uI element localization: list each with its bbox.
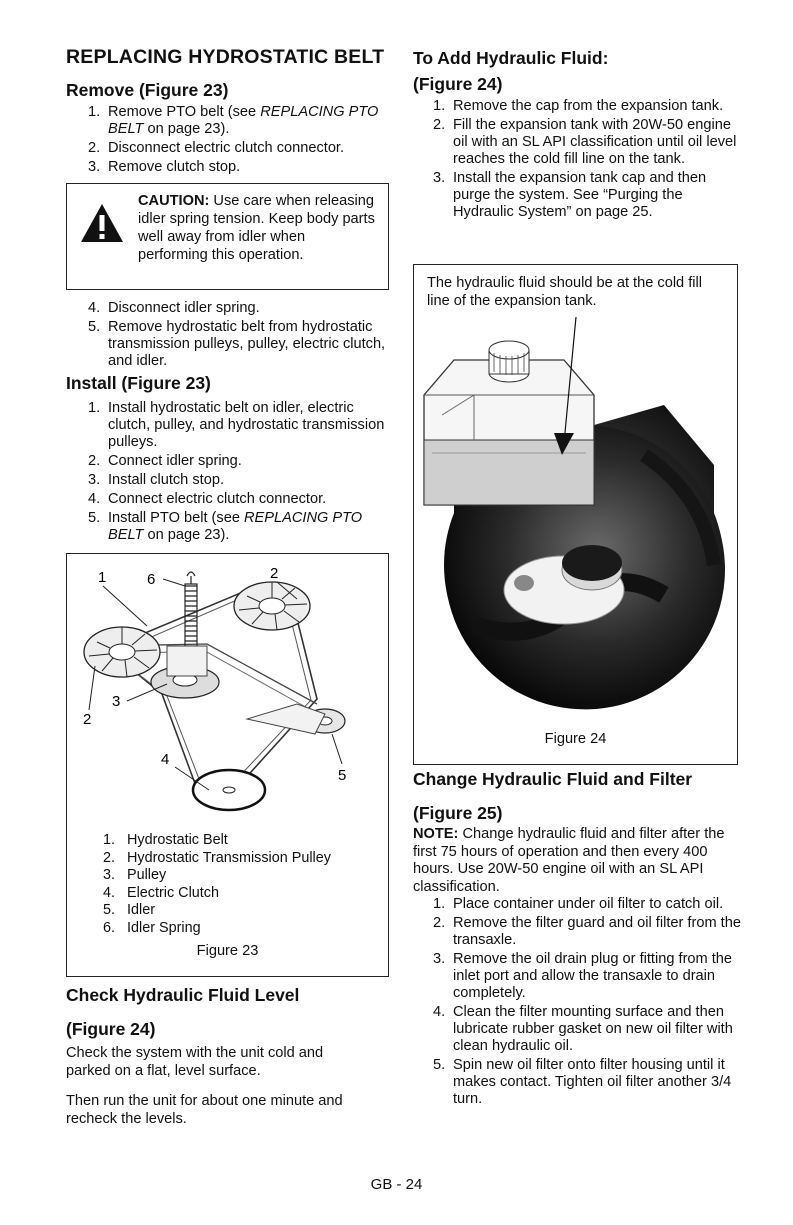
list-item: 4. Disconnect idler spring.: [88, 300, 260, 316]
list-item: 1. Install hydrostatic belt on idler, electric clutch, pulley, and hydrostatic transmission pulleys.: [88, 400, 385, 450]
center-pulley: [151, 646, 219, 698]
callout-2-top: 2: [270, 565, 279, 582]
remove-heading: Remove (Figure 23): [66, 80, 229, 100]
remove-steps-continued: [88, 300, 388, 372]
list-item: 2. Fill the expansion tank with 20W-50 engine oil with an SL API classification until oil level reaches the cold fill line on the tank.: [433, 117, 737, 167]
caution-box: [66, 183, 389, 290]
list-item: 3. Install the expansion tank cap and then purge the system. See “Purging the Hydraulic System” on page 25.: [433, 170, 707, 220]
belt-diagram: [67, 554, 388, 824]
callout-4: 4: [161, 751, 170, 768]
change-heading-figure-ref: (Figure 25): [413, 803, 503, 823]
figure-24: [413, 264, 738, 765]
electric-clutch: [193, 770, 265, 810]
legend-item: 5. Idler: [103, 902, 155, 918]
change-heading: Change Hydraulic Fluid and Filter: [413, 769, 693, 789]
figure-24-caption: Figure 24: [544, 731, 607, 747]
list-item: 2. Remove the filter guard and oil filter from the transaxle.: [433, 915, 741, 948]
list-item: 4. Clean the filter mounting surface and then lubricate rubber gasket on new oil filter with clean hydraulic oil.: [433, 1004, 733, 1054]
list-item: 2. Connect idler spring.: [88, 453, 242, 469]
list-item: 5. Spin new oil filter onto filter housing until it makes contact. Tighten oil filter another 3/4 turn.: [433, 1057, 732, 1107]
list-item: 1. Remove the cap from the expansion tank.: [433, 98, 724, 114]
list-item: 1. Remove PTO belt (see REPLACING PTO BELT on page 23).: [88, 104, 379, 137]
list-item: 5. Install PTO belt (see REPLACING PTO BELT on page 23).: [88, 510, 363, 543]
change-steps: [433, 896, 741, 1110]
list-item: 4. Connect electric clutch connector.: [88, 491, 327, 507]
add-fluid-heading-figure-ref: (Figure 24): [413, 74, 503, 94]
callout-2-left: 2: [83, 711, 92, 728]
add-fluid-steps: [433, 98, 739, 223]
expansion-tank-illustration: [424, 341, 594, 505]
legend-item: 2. Hydrostatic Transmission Pulley: [103, 849, 331, 866]
change-note: NOTE: Change hydraulic fluid and filter after the first 75 hours of operation and then every 400 hours. Use 20W-50 engine oil with an SL API classification.: [413, 826, 725, 895]
left-pulley: [84, 627, 160, 677]
add-fluid-heading: To Add Hydraulic Fluid:: [413, 48, 609, 68]
legend-item: 6. Idler Spring: [103, 919, 201, 936]
figure-23-legend: [103, 832, 383, 937]
list-item: 3. Remove the oil drain plug or fitting from the inlet port and allow the transaxle to drain completely.: [433, 951, 733, 1001]
install-steps: [88, 400, 388, 546]
legend-item: 4. Electric Clutch: [103, 884, 219, 901]
caution-text: CAUTION: Use care when releasing idler spring tension. Keep body parts well away from idler when performing this operation.: [138, 193, 375, 263]
list-item: 1. Place container under oil filter to catch oil.: [433, 896, 724, 912]
warning-triangle-icon: [79, 202, 125, 244]
section-title: REPLACING HYDROSTATIC BELT: [66, 46, 385, 68]
figure-24-note: The hydraulic fluid should be at the cold fill line of the expansion tank.: [427, 275, 703, 309]
callout-6: 6: [147, 571, 156, 588]
page-number: GB - 24: [370, 1176, 423, 1193]
list-item: 3. Install clutch stop.: [88, 472, 224, 488]
callout-1: 1: [98, 569, 107, 586]
list-item: 5. Remove hydrostatic belt from hydrostatic transmission pulleys, pulley, electric clutch, and idler.: [88, 319, 386, 369]
check-heading: Check Hydraulic Fluid Level: [66, 985, 300, 1005]
callout-3: 3: [112, 693, 121, 710]
figure-23: [66, 553, 389, 977]
check-heading-figure-ref: (Figure 24): [66, 1019, 156, 1039]
expansion-tank-photo: [414, 265, 737, 764]
right-pulley: [234, 582, 310, 630]
idler: [247, 704, 345, 734]
list-item: 2. Disconnect electric clutch connector.: [88, 140, 345, 156]
callout-5: 5: [338, 767, 347, 784]
check-paragraph-1: Check the system with the unit cold and parked on a flat, level surface.: [66, 1045, 324, 1079]
remove-steps: [88, 104, 388, 178]
legend-item: 1. Hydrostatic Belt: [103, 832, 228, 848]
list-item: 3. Remove clutch stop.: [88, 159, 241, 175]
install-heading: Install (Figure 23): [66, 373, 211, 393]
check-paragraph-2: Then run the unit for about one minute and recheck the levels.: [66, 1093, 343, 1127]
legend-item: 3. Pulley: [103, 867, 167, 883]
figure-23-caption: Figure 23: [196, 943, 259, 959]
